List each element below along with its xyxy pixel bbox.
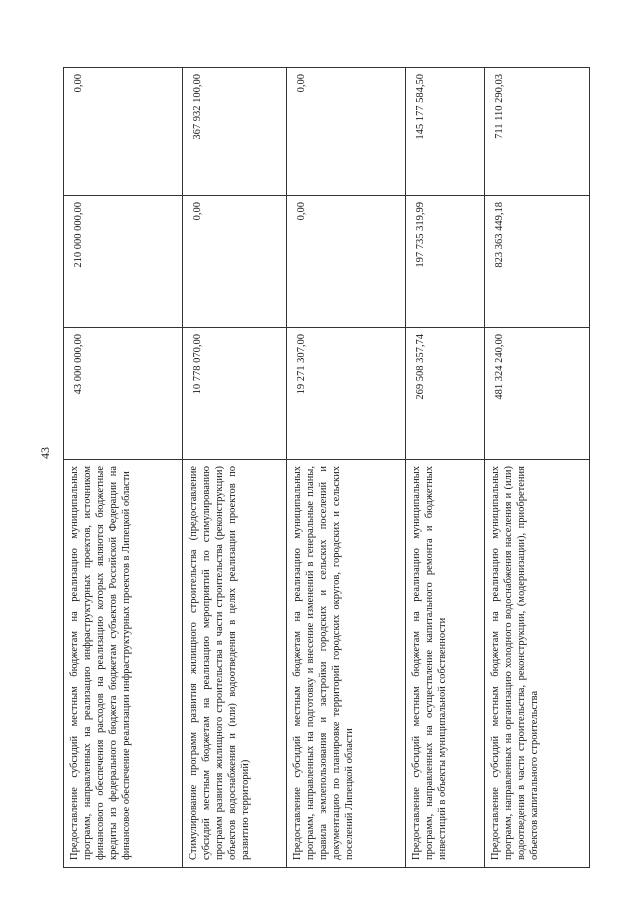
table-row — [287, 68, 406, 868]
row-value-2: 0,00 — [287, 196, 406, 328]
row-description: Предоставление субсидий местным бюджетам на реализацию муниципальных программ, направленных на организацию холодного водоснабжения населения и (или) водоотведения в части строительства, реконструкции, (модернизации), приобретения объектов капитального строительства — [485, 460, 590, 868]
row-value-2: 197 735 319,99 — [406, 196, 485, 328]
row-description: Стимулирование программ развития жилищного строительства (предоставление субсидий местным бюджетам на реализацию мероприятий по стимулированию программ развития жилищного строительства в части строительства (реконструкции) объектов водоснабжения и (или) водоотведения в целях реализации проектов по развитию территорий) — [183, 460, 287, 868]
row-value-3: 0,00 — [64, 68, 183, 196]
table-row — [64, 68, 183, 868]
table-row — [485, 68, 590, 868]
row-value-1: 269 508 357,74 — [406, 328, 485, 460]
table-row — [183, 68, 287, 868]
row-value-1: 19 271 307,00 — [287, 328, 406, 460]
row-value-2: 0,00 — [183, 196, 287, 328]
row-description: Предоставление субсидий местным бюджетам на реализацию муниципальных программ, направленных на осуществление капитального ремонта и бюджетных инвестиций в объекты муниципальной собственности — [406, 460, 485, 868]
row-value-3: 367 932 100,00 — [183, 68, 287, 196]
row-value-1: 10 778 070,00 — [183, 328, 287, 460]
row-description: Предоставление субсидий местным бюджетам на реализацию муниципальных программ, направленных на подготовку и внесение изменений в генеральные планы, правила землепользования и застройки городских и сельских поселений и документацию по планировке территорий городских округов, городских и сельских поселений Липецкой области — [287, 460, 406, 868]
row-value-3: 0,00 — [287, 68, 406, 196]
row-description: Предоставление субсидий местным бюджетам на реализацию муниципальных программ, направленных на реализацию инфраструктурных проектов, источником финансового обеспечения расходов на реализацию которых являются бюджетные кредиты из федерального бюджета бюджетам субъектов Российской Федерации на финансовое обеспечение реализации инфраструктурных проектов в Липецкой области — [64, 460, 183, 868]
row-value-3: 711 110 290,03 — [485, 68, 590, 196]
row-value-2: 823 363 449,18 — [485, 196, 590, 328]
row-value-3: 145 177 584,50 — [406, 68, 485, 196]
row-value-1: 481 324 240,00 — [485, 328, 590, 460]
page-number: 43 — [38, 447, 52, 459]
rotated-table-container — [63, 68, 583, 868]
row-value-2: 210 000 000,00 — [64, 196, 183, 328]
row-value-1: 43 000 000,00 — [64, 328, 183, 460]
table-row — [406, 68, 485, 868]
budget-table — [63, 67, 590, 868]
